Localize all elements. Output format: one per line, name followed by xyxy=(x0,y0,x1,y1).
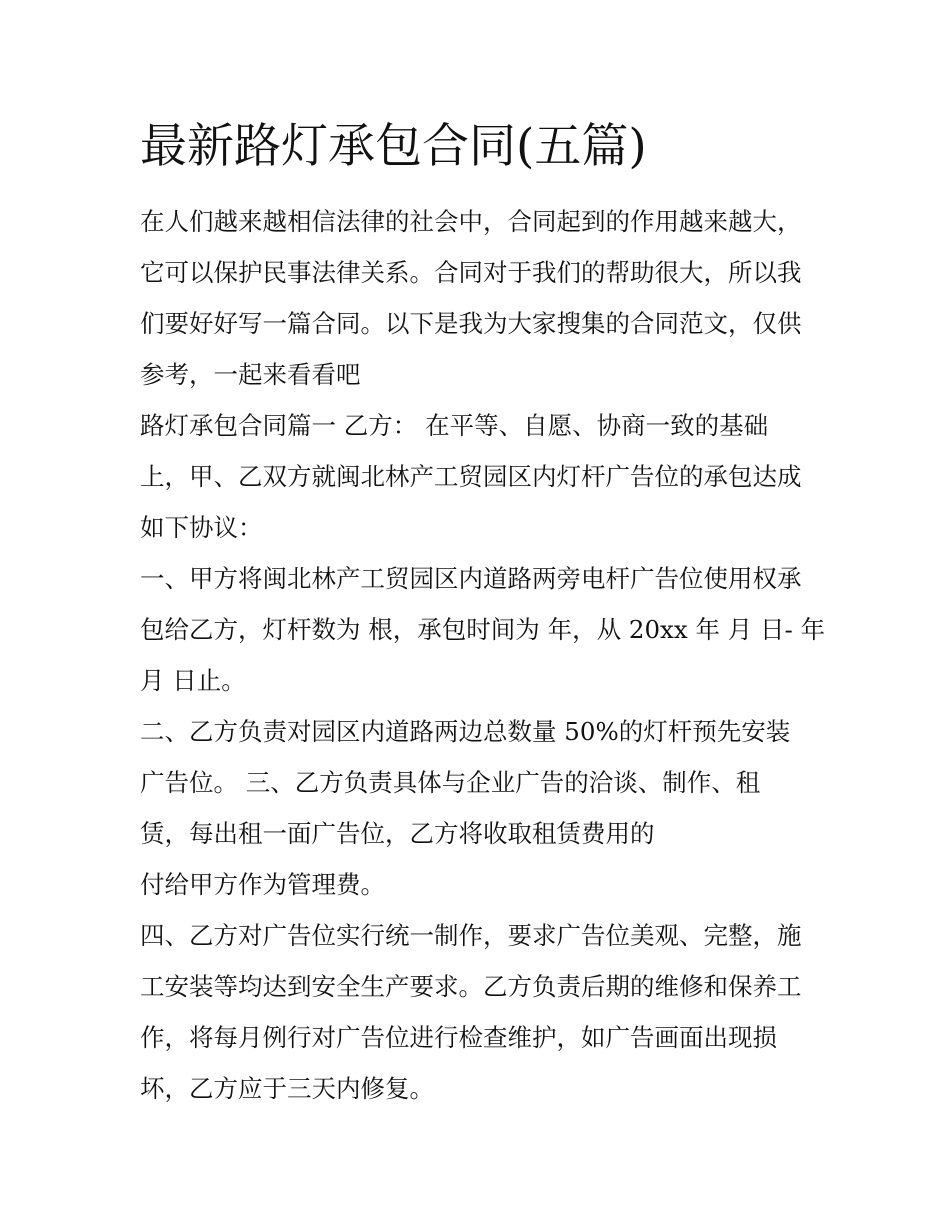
body-line: 在人们越来越相信法律的社会中，合同起到的作用越来越大， xyxy=(140,207,802,236)
body-line: 参考，一起来看看吧 xyxy=(140,360,361,389)
body-line: 付给甲方作为管理费。 xyxy=(140,870,385,899)
body-line: 作，将每月例行对广告位进行检查维护，如广告画面出现损 xyxy=(140,1023,777,1052)
body-line: 它可以保护民事法律关系。合同对于我们的帮助很大，所以我 xyxy=(140,258,802,287)
body-line: 赁，每出租一面广告位，乙方将收取租赁费用的 xyxy=(140,819,655,848)
body-line: 工安装等均达到安全生产要求。乙方负责后期的维修和保养工 xyxy=(140,972,802,1001)
body-line: 月 日止。 xyxy=(140,666,246,695)
body-line: 包给乙方，灯杆数为 根，承包时间为 年，从 20xx 年 月 日- 年 xyxy=(140,615,826,644)
body-line: 如下协议： xyxy=(140,513,263,542)
document-title: 最新路灯承包合同(五篇) xyxy=(140,119,647,174)
body-line: 一、甲方将闽北林产工贸园区内道路两旁电杆广告位使用权承 xyxy=(140,564,802,593)
body-line: 二、乙方负责对园区内道路两边总数量 50%的灯杆预先安装 xyxy=(140,717,791,746)
body-line: 广告位。 三、乙方负责具体与企业广告的洽谈、制作、租 xyxy=(140,768,761,797)
body-line: 四、乙方对广告位实行统一制作，要求广告位美观、完整，施 xyxy=(140,921,802,950)
body-line: 路灯承包合同篇一 乙方： 在平等、自愿、协商一致的基础 xyxy=(140,411,769,440)
body-line: 上，甲、乙双方就闽北林产工贸园区内灯杆广告位的承包达成 xyxy=(140,462,802,491)
body-line: 坏，乙方应于三天内修复。 xyxy=(140,1074,434,1103)
body-line: 们要好好写一篇合同。以下是我为大家搜集的合同范文，仅供 xyxy=(140,309,802,338)
